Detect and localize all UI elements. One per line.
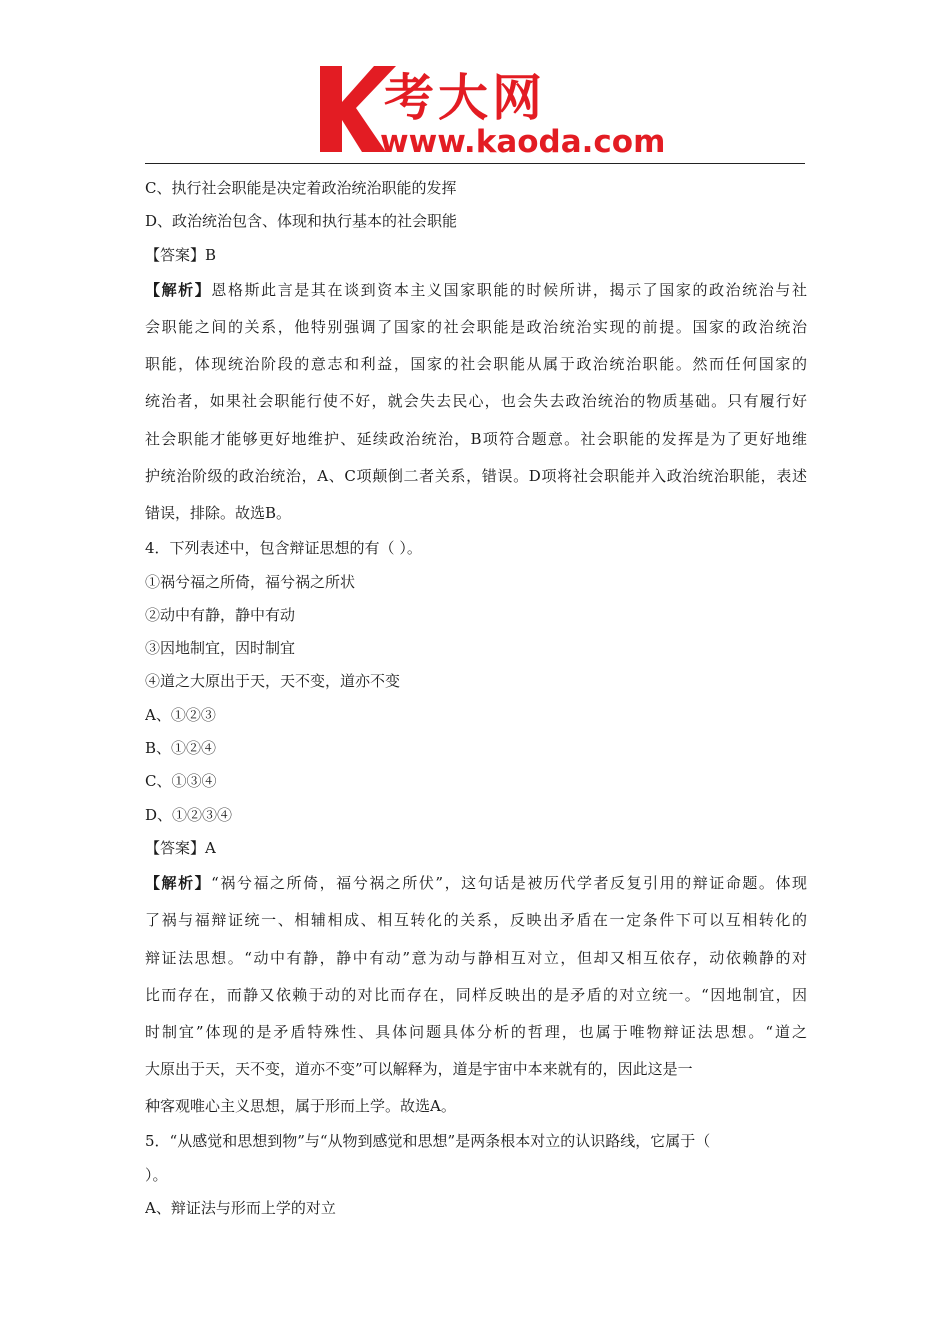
q4-item: ④道之大原出于天，天不变，道亦不变 <box>145 672 401 691</box>
q4-option: B、①②④ <box>145 738 217 757</box>
q5-stem: 5．“从感觉和思想到物”与“从物到感觉和思想”是两条根本对立的认识路线，它属于（ <box>145 1132 711 1151</box>
q4-option: C、①③④ <box>145 772 217 791</box>
q3-answer: 【答案】B <box>145 245 217 264</box>
logo-chinese-name: 考大网 <box>384 69 546 127</box>
q3-analysis <box>145 272 807 532</box>
document-body <box>145 172 807 1225</box>
q4-analysis <box>145 865 807 1125</box>
q4-answer: 【答案】A <box>145 838 216 857</box>
q5-option-a: A、辩证法与形而上学的对立 <box>145 1199 336 1218</box>
logo-url: www.kaoda.com <box>380 124 666 160</box>
q4-analysis-tag: 【解析】 <box>145 874 212 893</box>
q4-analysis-line: 大原出于天，天不变，道亦不变”可以解释为，道是宇宙中本来就有的，因此这是一 <box>145 1060 693 1079</box>
q5-stem-continued: ）。 <box>145 1165 168 1184</box>
q4-analysis-line: 辩证法思想。“动中有静，静中有动”意为动与静相互对立，但却又相互依存，动依赖静的对 <box>145 948 807 967</box>
page-header <box>0 0 950 170</box>
q4-option: A、①②③ <box>145 705 216 724</box>
q3-analysis-line: 护统治阶级的政治统治，A、C项颠倒二者关系，错误。D项将社会职能并入政治统治职能，表述 <box>145 466 807 485</box>
q3-analysis-line: 职能，体现统治阶段的意志和利益，国家的社会职能从属于政治统治职能。然而任何国家的 <box>145 355 807 374</box>
q3-analysis-line: 统治者，如果社会职能行使不好，就会失去民心，也会失去政治统治的物质基础。只有履行好 <box>145 392 807 411</box>
q4-stem: 4．下列表述中，包含辩证思想的有（ ）。 <box>145 539 422 558</box>
q3-analysis-line: 会职能之间的关系，他特别强调了国家的社会职能是政治统治实现的前提。国家的政治统治 <box>145 318 807 337</box>
header-divider <box>145 163 805 164</box>
q3-option-c: C、执行社会职能是决定着政治统治职能的发挥 <box>145 179 457 197</box>
q4-option: D、①②③④ <box>145 805 233 824</box>
q4-analysis-line: 时制宜”体现的是矛盾特殊性、具体问题具体分析的哲理，也属于唯物辩证法思想。“道之 <box>145 1022 807 1041</box>
q3-analysis-line: 社会职能才能够更好地维护、延续政治统治，B项符合题意。社会职能的发挥是为了更好地维 <box>145 429 807 448</box>
q4-analysis-line: 种客观唯心主义思想，属于形而上学。故选A。 <box>145 1097 456 1116</box>
q4-analysis-line: 了祸与福辩证统一、相辅相成、相互转化的关系，反映出矛盾在一定条件下可以互相转化的 <box>145 911 807 930</box>
q4-item: ①祸兮福之所倚，福兮祸之所状 <box>145 572 356 591</box>
q4-analysis-line: 比而存在，而静又依赖于动的对比而存在，同样反映出的是矛盾的对立统一。“因地制宜，因 <box>145 985 807 1004</box>
q4-analysis-line: “祸兮福之所倚，福兮祸之所伏”，这句话是被历代学者反复引用的辩证命题。体现 <box>211 874 807 893</box>
q3-option-d: D、政治统治包含、体现和执行基本的社会职能 <box>145 212 458 231</box>
q3-analysis-line: 错误，排除。故选B。 <box>145 504 292 523</box>
q3-analysis-tag: 【解析】 <box>145 280 212 299</box>
q4-item: ②动中有静，静中有动 <box>145 605 296 624</box>
q4-item: ③因地制宜，因时制宜 <box>145 639 296 658</box>
q3-analysis-line: 恩格斯此言是其在谈到资本主义国家职能的时候所讲，揭示了国家的政治统治与社 <box>211 280 807 299</box>
